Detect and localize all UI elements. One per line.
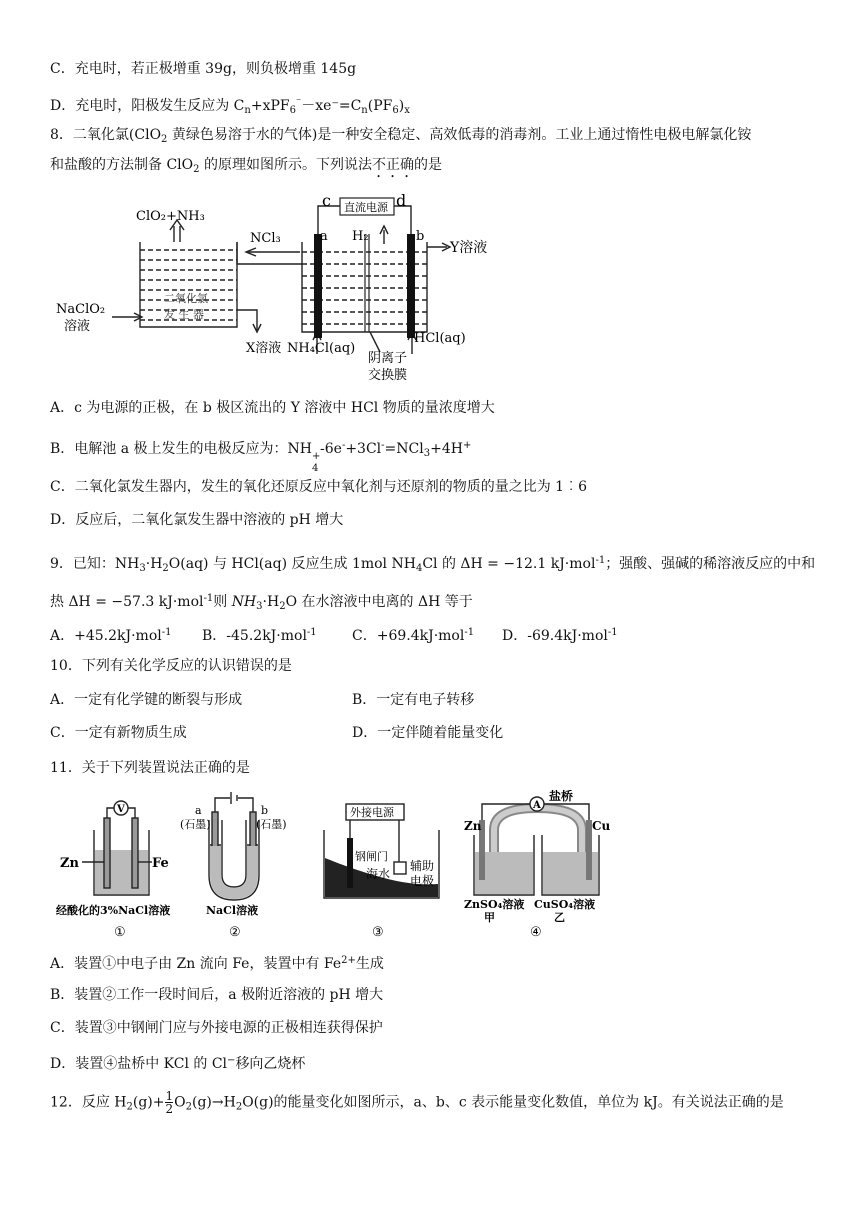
q9-stem-line1: 9．已知：$NH_3\cdot H_2O(aq)$ 与 HCl(aq) 反应生成 1mol $NH_4Cl$ 的 ΔH = −12.1 kJ·mol$^{-1}$；强酸、强碱的稀溶液反应的中和 (50, 555, 816, 574)
device3-steel-gate (347, 838, 353, 888)
q11-stem: 11．关于下列装置说法正确的是 (50, 760, 250, 776)
device2-graphite-a: (石墨) (180, 818, 211, 831)
q7-option-c: C．充电时，若正极增重 39g，则负极增重 145g (50, 61, 357, 77)
electrode-a (314, 234, 322, 338)
device4-zn-label: Zn (464, 819, 482, 833)
q11-option-a: A．装置①中电子由 Zn 流向 Fe，装置中有 $Fe^{2+}$生成 (50, 955, 384, 972)
diagram-generator-label2: 发 生 器 (164, 308, 204, 321)
diagram-power-label: 直流电源 (344, 201, 388, 214)
diagram-y-solution: Y溶液 (450, 240, 488, 256)
q8-stem-line2: 和盐酸的方法制备 ClO$_2$ 的原理如图所示。下列说法不正确的是 (50, 157, 442, 175)
one-half-fraction: $\frac{1}{2}$ (165, 1089, 174, 1116)
device3-sea-label: 海水 (366, 867, 391, 881)
electrode-b (407, 234, 415, 338)
device2-graphite-b: (石墨) (256, 818, 287, 831)
q10-option-a: A．一定有化学键的断裂与形成 (50, 692, 243, 708)
q8-stem-line1: 8．二氧化氯(ClO$_2$ 黄绿色易溶于水的气体)是一种安全稳定、高效低毒的消毒剂。工业上通过惰性电极电解氯化铵 (50, 127, 752, 145)
q10-stem: 10．下列有关化学反应的认识错误的是 (50, 658, 292, 674)
diagram-naclo2: NaClO₂ (56, 302, 106, 317)
diagram-d-label: d (396, 192, 407, 210)
device2-b-label: b (261, 804, 269, 817)
diagram-generator-label1: 二氧化氯 (164, 292, 208, 305)
device4-bridge-label: 盐桥 (549, 790, 574, 803)
q8-option-b: B．电解池 a 极上发生的电极反应为：NH + 4 -6e-+3Cl-=NCl$_3$+4H+ (50, 440, 472, 474)
q9-option-d: D．-69.4kJ·mol$^{-1}$ (502, 627, 618, 644)
q8-option-a: A．c 为电源的正极，在 b 极区流出的 Y 溶液中 HCl 物质的量浓度增大 (50, 400, 495, 416)
diagram-nh4cl: NH₄Cl(aq) (287, 341, 356, 356)
four-devices-figure (54, 790, 614, 940)
device3-aux-label1: 辅助 (410, 859, 435, 873)
diagram-naclo2-solution: 溶液 (64, 319, 91, 334)
q10-option-b: B．一定有电子转移 (352, 692, 475, 708)
device1-number: ① (114, 925, 126, 940)
diagram-membrane-2: 交换膜 (368, 368, 408, 383)
device3-power-label: 外接电源 (350, 806, 394, 819)
device4-yi-label: 乙 (554, 911, 565, 924)
device4-cu-label: Cu (592, 819, 611, 833)
device1-caption: 经酸化的3%NaCl溶液 (56, 904, 171, 917)
diagram-c-label: c (322, 192, 331, 210)
diagram-h2-label: H₂ (352, 229, 369, 244)
q9-option-a: A．+45.2kJ·mol$^{-1}$ (50, 627, 172, 644)
device2-caption: NaCl溶液 (206, 904, 259, 917)
q8-option-c: C．二氧化氯发生器内，发生的氧化还原反应中氧化剂与还原剂的物质的量之比为 1︰6 (50, 479, 587, 495)
diagram-ncl3: NCl₃ (250, 231, 281, 246)
q11-option-d: D．装置④盐桥中 KCl 的 Cl−移向乙烧杯 (50, 1055, 306, 1072)
device2-a-label: a (195, 804, 202, 817)
device4-number: ④ (530, 925, 542, 940)
device3-number: ③ (372, 925, 384, 940)
q10-option-d: D．一定伴随着能量变化 (352, 725, 504, 741)
q9-option-c: C．+69.4kJ·mol$^{-1}$ (352, 627, 475, 644)
device4-ammeter-label: A (533, 800, 541, 811)
q11-option-c: C．装置③中钢闸门应与外接电源的正极相连获得保护 (50, 1020, 383, 1036)
diagram-membrane-1: 阴离子 (368, 351, 408, 366)
device1-zn-label: Zn (60, 856, 79, 871)
diagram-b-label: b (416, 229, 425, 244)
device4-znso4-label: ZnSO₄溶液 (464, 898, 525, 911)
device3-gate-label: 钢闸门 (355, 850, 388, 863)
diagram-clo2-nh3: ClO₂+NH₃ (136, 209, 205, 224)
device-1 (82, 801, 152, 895)
diagram-a-label: a (320, 229, 328, 244)
device1-fe-label: Fe (152, 856, 169, 871)
q8-option-d: D．反应后，二氧化氯发生器中溶液的 pH 增大 (50, 512, 344, 528)
electrolysis-diagram (52, 192, 502, 387)
device4-jia-label: 甲 (484, 911, 495, 924)
q9-option-b: B．-45.2kJ·mol$^{-1}$ (202, 627, 317, 644)
device1-voltmeter-label: V (117, 804, 125, 815)
q10-option-c: C．一定有新物质生成 (50, 725, 187, 741)
diagram-x-solution: X溶液 (246, 341, 282, 356)
device4-cuso4-label: CuSO₄溶液 (534, 898, 596, 911)
q9-stem-line2: 热 ΔH = −57.3 kJ·mol$^{-1}$则 $NH_3\cdot H_2O$ 在水溶液中电离的 ΔH 等于 (50, 593, 473, 612)
device3-aux-label2: 电极 (410, 874, 435, 888)
device2-solution (210, 846, 258, 899)
diagram-hcl: HCl(aq) (414, 331, 466, 346)
q11-option-b: B．装置②工作一段时间后，a 极附近溶液的 pH 增大 (50, 987, 384, 1003)
q12-stem: 12．反应 $H_2(g)+$ $\frac{1}{2}$ $O_2(g)\to H_2O(g)$的能量变化如图所示，a、b、c 表示能量变化数值，单位为 kJ。有关说法正确的是 (50, 1089, 784, 1116)
device2-number: ② (229, 925, 241, 940)
q7-option-d: D．充电时，阳极发生反应为 $C_n+xPF_6^{^-}-xe^-=C_n(PF_6)_x$ (50, 97, 410, 116)
